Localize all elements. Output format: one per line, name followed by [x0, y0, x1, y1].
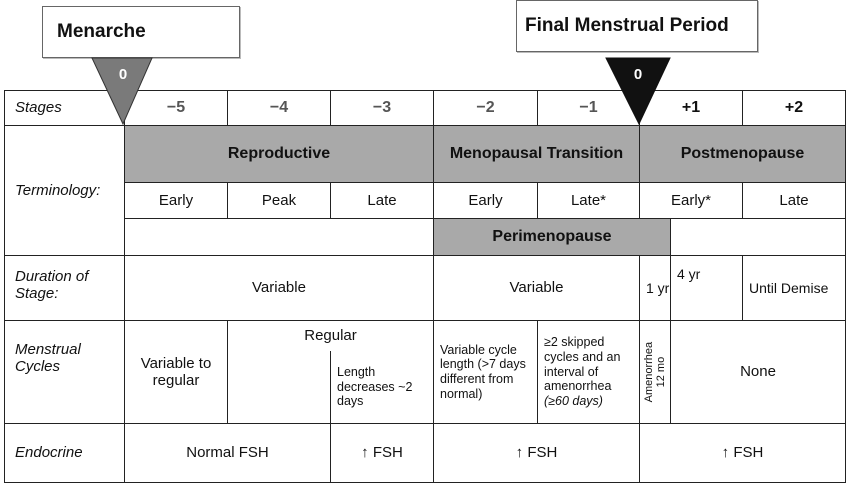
stages-label: Stages: [4, 90, 125, 126]
cycles-none: None: [670, 320, 846, 424]
term-peak: Peak: [227, 182, 331, 219]
postmenopause-header: Postmenopause: [639, 125, 846, 183]
stage-plus2: +2: [742, 90, 846, 126]
amenorrhea-label: Amenorrhea: [642, 341, 655, 403]
term-late-transition: Late*: [537, 182, 640, 219]
fmp-marker-label: 0: [633, 66, 643, 83]
duration-1yr: 1 yr: [639, 255, 671, 321]
duration-transition: Variable: [433, 255, 640, 321]
endocrine-fsh-late: ↑ FSH: [330, 423, 434, 483]
cycles-length-decreases: Length decreases ~2 days: [330, 351, 434, 424]
menarche-marker-label: 0: [118, 66, 128, 83]
cycles-regular: Regular: [227, 320, 434, 352]
menarche-title: Menarche: [57, 21, 146, 42]
amenorrhea-duration: 12 mo: [655, 356, 668, 388]
endocrine-fsh-post: ↑ FSH: [639, 423, 846, 483]
duration-until-demise: Until Demise: [742, 255, 846, 321]
duration-4yr: 4 yr: [670, 255, 743, 321]
cycles-variable-to-regular: Variable to regular: [124, 320, 228, 424]
endocrine-normal-fsh: Normal FSH: [124, 423, 331, 483]
duration-reproductive: Variable: [124, 255, 434, 321]
cycles-label: Menstrual Cycles: [4, 320, 125, 424]
reproductive-header: Reproductive: [124, 125, 434, 183]
fmp-title: Final Menstrual Period: [525, 15, 729, 36]
term-late-reproductive: Late: [330, 182, 434, 219]
endocrine-label: Endocrine: [4, 423, 125, 483]
transition-header: Menopausal Transition: [433, 125, 640, 183]
stage-minus3: −3: [330, 90, 434, 126]
cycles-variable-length: Variable cycle length (>7 days different from normal): [433, 320, 538, 424]
stage-minus5: −5: [124, 90, 228, 126]
terminology-label: Terminology:: [4, 125, 125, 256]
term-late-post: Late: [742, 182, 846, 219]
stage-minus1: −1: [537, 90, 640, 126]
term-early-reproductive: Early: [124, 182, 228, 219]
stage-plus1: +1: [639, 90, 743, 126]
duration-label: Duration of Stage:: [4, 255, 125, 321]
term-early-transition: Early: [433, 182, 538, 219]
cycles-skipped-note: (≥60 days): [544, 393, 603, 408]
perimenopause-bar: Perimenopause: [433, 218, 671, 256]
endocrine-fsh-transition: ↑ FSH: [433, 423, 640, 483]
term-early-post: Early*: [639, 182, 743, 219]
stage-minus2: −2: [433, 90, 538, 126]
cycles-skipped-text: ≥2 skipped cycles and an interval of amenorrhea: [544, 335, 621, 394]
stage-minus4: −4: [227, 90, 331, 126]
